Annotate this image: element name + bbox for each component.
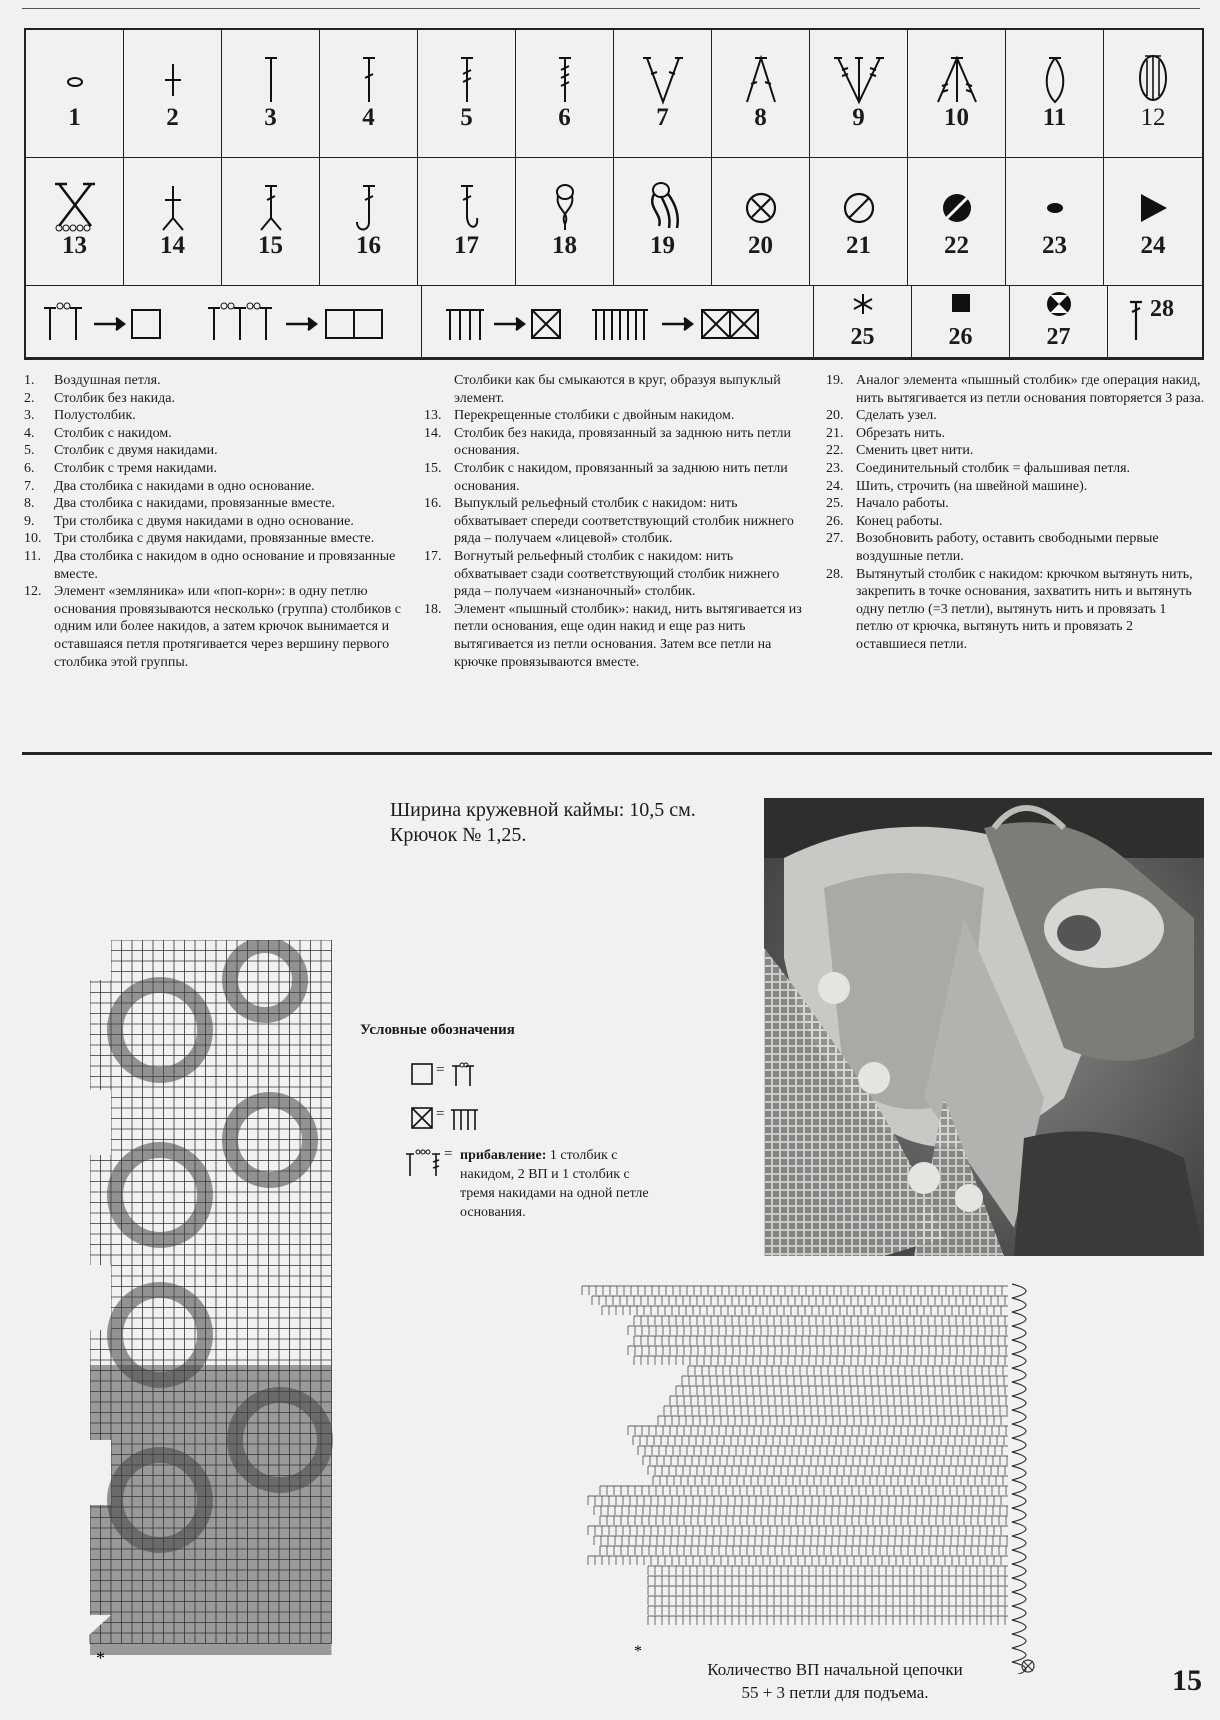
- symbol-number: 21: [846, 232, 871, 259]
- symbol-number: 15: [258, 232, 283, 259]
- start-marker: *: [96, 1648, 105, 1666]
- legend-item-number: 4.: [24, 425, 35, 441]
- legend-item: [24, 372, 404, 390]
- legend-item-number: 8.: [24, 496, 35, 512]
- symbol-cell-28: [1108, 286, 1202, 358]
- legend-item: [24, 442, 404, 460]
- legend-item: [24, 460, 404, 478]
- legend-item: [826, 407, 1206, 425]
- legend-item: [424, 407, 804, 425]
- legend-item-number: 2.: [24, 390, 35, 406]
- equals-sign: =: [444, 1146, 453, 1162]
- symbol-cell-15: [222, 158, 320, 286]
- equals-sign: =: [436, 1106, 445, 1122]
- increase-description: 1 столбик с накидом, 2 ВП и 1 столбик с тремя накидами на одной петле основания.: [460, 1148, 649, 1220]
- symbol-cell-6: [516, 30, 614, 158]
- symbol-cell-18: [516, 158, 614, 286]
- legend-item-number: 16.: [424, 496, 442, 512]
- filet-symbols-cell: [26, 286, 422, 358]
- treble-crochet-icon: [447, 44, 487, 106]
- legend-item: [24, 478, 404, 496]
- open-mesh-conversion-icon: [36, 294, 416, 350]
- increase-key-icon: [404, 1146, 444, 1182]
- symbol-number: 14: [160, 232, 185, 259]
- top-rule: [22, 8, 1200, 9]
- legend-column-3: [826, 372, 1206, 654]
- legend-item-number: 13.: [424, 408, 442, 424]
- legend-item-text: Конец работы.: [856, 513, 943, 529]
- legend-item-number: 14.: [424, 425, 442, 441]
- symbol-number: 25: [850, 324, 875, 350]
- symbol-cell-2: [124, 30, 222, 158]
- page-number: 15: [1172, 1664, 1202, 1697]
- symbol-number: 18: [552, 232, 577, 259]
- legend-item-text: Два столбика с накидом в одно основание и провязанные вместе.: [54, 548, 396, 582]
- legend-item-text: Элемент «пышный столбик»: накид, нить вытягивается из петли основания, еще один накид и еще раз нить вытягивается из петли основания. Затем все петли на крючке провязываются вместе.: [454, 601, 802, 670]
- legend-item-number: 10.: [24, 531, 42, 547]
- legend-item-text: Столбик с накидом.: [54, 425, 172, 441]
- symbol-cell-12: [1104, 30, 1202, 158]
- symbol-cell-13: [26, 158, 124, 286]
- legend-item-text: Выпуклый рельефный столбик с накидом: нить обхватывает спереди соответствующий столбик нижнего ряда – получаем «лицевой» столбик.: [454, 496, 794, 547]
- legend-item: [826, 425, 1206, 443]
- back-post-dc-icon: [447, 172, 487, 234]
- legend-item: [24, 513, 404, 531]
- legend-item-text: Столбик с тремя накидами.: [54, 460, 218, 476]
- symbol-number: 10: [944, 104, 969, 131]
- half-double-crochet-icon: [251, 44, 291, 106]
- filet-lace-chart: [80, 940, 344, 1666]
- legend-item-number: 28.: [826, 566, 844, 582]
- legend-item-number: 15.: [424, 460, 442, 476]
- slip-stitch-icon: [1035, 172, 1075, 234]
- legend-item: [424, 495, 804, 548]
- crossed-stitches-icon: [49, 172, 101, 234]
- symbol-cell-4: [320, 30, 418, 158]
- symbol-table: [24, 28, 1204, 360]
- symbol-number: 20: [748, 232, 773, 259]
- photo-basket-lace-blanket: [764, 798, 1204, 1256]
- legend-item-number: 20.: [826, 408, 844, 424]
- symbol-number: 9: [852, 104, 865, 131]
- legend-item: [24, 548, 404, 583]
- legend-item-number: 18.: [424, 601, 442, 617]
- start-asterisk-icon: [848, 292, 878, 316]
- legend-item-number: 21.: [826, 425, 844, 441]
- sc-back-loop-icon: [153, 172, 193, 234]
- legend-item-text: Аналог элемента «пышный столбик» где операция накид, нить вытягивается из петли основания повторяется 3 раза.: [856, 373, 1205, 406]
- end-square-icon: [946, 292, 976, 316]
- legend-item: [826, 372, 1206, 407]
- motif-ring: [115, 985, 205, 1075]
- legend-item: [24, 495, 404, 513]
- equals-sign: =: [436, 1062, 445, 1078]
- legend-item-number: 12.: [24, 584, 42, 600]
- caption-line-2: 55 + 3 петли для подъема.: [741, 1683, 929, 1702]
- cut-thread-icon: [839, 172, 879, 234]
- symbol-number: 5: [460, 104, 473, 131]
- legend-item: [826, 460, 1206, 478]
- legend-item: [24, 425, 404, 443]
- legend-item-number: 25.: [826, 496, 844, 512]
- legend-item-text: Шить, строчить (на швейной машине).: [856, 478, 1088, 494]
- legend-item-number: 6.: [24, 460, 35, 476]
- legend-item-text: Три столбика с двумя накидами, провязанные вместе.: [54, 531, 375, 547]
- symbol-cell-21: [810, 158, 908, 286]
- symbol-cell-20: [712, 158, 810, 286]
- symbol-cell-24: [1104, 158, 1202, 286]
- symbol-cell-7: [614, 30, 712, 158]
- key-open-mesh: [410, 1060, 490, 1093]
- resume-work-icon: [1044, 290, 1074, 318]
- front-post-dc-icon: [349, 172, 389, 234]
- caption-line-1: Количество ВП начальной цепочки: [707, 1660, 963, 1679]
- legend-item-number: 11.: [24, 548, 41, 564]
- legend-item: [424, 425, 804, 460]
- legend-item-text: Полустолбик.: [54, 408, 136, 424]
- legend-item-number: 24.: [826, 478, 844, 494]
- legend-item-text: Столбик без накида, провязанный за заднюю нить петли основания.: [454, 425, 791, 459]
- symbol-number: 12: [1140, 104, 1166, 131]
- puff-stitch-3x-icon: [641, 172, 685, 234]
- legend-item-number: 1.: [24, 373, 35, 388]
- picot-edge: [1012, 1284, 1026, 1674]
- legend-item: [424, 548, 804, 601]
- symbol-number: 17: [454, 232, 479, 259]
- legend-item-text: Два столбика с накидами, провязанные вместе.: [54, 496, 336, 512]
- symbol-cell-27: [1010, 286, 1108, 358]
- symbol-number: 26: [948, 324, 973, 350]
- increase-term: прибавление:: [460, 1148, 547, 1163]
- symbol-key: [360, 1022, 649, 1220]
- motif-ring: [230, 1100, 310, 1180]
- double-crochet-icon: [349, 44, 389, 106]
- legend-item-text: Вогнутый рельефный столбик с накидом: нить обхватывает сзади соответствующий столбик нижнего ряда – получаем «изнаночный» столбик.: [454, 548, 780, 600]
- pattern-info: [390, 798, 696, 848]
- key-filled-mesh: [410, 1104, 490, 1137]
- legend-item-text: Возобновить работу, оставить свободными первые воздушные петли.: [856, 531, 1159, 564]
- symbol-cell-26: [912, 286, 1010, 358]
- legend-column-1: [24, 372, 404, 671]
- symbol-cell-25: [814, 286, 912, 358]
- symbol-number: 27: [1046, 324, 1071, 350]
- puff-stitch-icon: [545, 172, 585, 234]
- legend-item-number: 5.: [24, 443, 35, 459]
- double-treble-icon: [545, 44, 585, 106]
- symbol-number: 16: [356, 232, 381, 259]
- legend-item: [826, 442, 1206, 460]
- legend-item: [24, 407, 404, 425]
- symbol-number: 24: [1140, 232, 1166, 259]
- symbol-cell-19: [614, 158, 712, 286]
- change-color-icon: [937, 172, 977, 234]
- symbol-cell-16: [320, 158, 418, 286]
- diagram-caption: [600, 1658, 1070, 1704]
- symbol-cell-14: [124, 158, 222, 286]
- filled-mesh-conversion-icon: [430, 294, 810, 350]
- symbol-number: 7: [656, 104, 669, 131]
- symbol-number: 4: [362, 104, 375, 131]
- legend-item-text: Столбик без накида.: [54, 390, 175, 406]
- legend-item-text: Обрезать нить.: [856, 425, 945, 441]
- legend-item-number: 3.: [24, 408, 35, 424]
- symbol-key-title: Условные обозначения: [360, 1022, 515, 1038]
- symbol-number: 3: [264, 104, 277, 131]
- legend-item: [826, 566, 1206, 654]
- legend-item-text: Соединительный столбик = фальшивая петля.: [856, 460, 1131, 476]
- legend-item: [424, 460, 804, 495]
- legend-item-number: [424, 372, 454, 407]
- symbol-cell-5: [418, 30, 516, 158]
- single-crochet-icon: [153, 44, 193, 104]
- symbol-cell-8: [712, 30, 810, 158]
- legend-item: [24, 390, 404, 408]
- legend-item-number: 9.: [24, 513, 35, 529]
- legend-item-number: 7.: [24, 478, 35, 494]
- knot-icon: [741, 172, 781, 234]
- legend-item: [24, 530, 404, 548]
- legend-item-number: 26.: [826, 513, 844, 529]
- symbol-number: 6: [558, 104, 571, 131]
- symbol-number: 1: [68, 104, 81, 131]
- symbol-cell-11: [1006, 30, 1104, 158]
- legend-item: [826, 478, 1206, 496]
- legend-item-number: 22.: [826, 443, 844, 459]
- symbol-cell-23: [1006, 158, 1104, 286]
- legend-item-text: Столбики как бы смыкаются в круг, образуя выпуклый элемент.: [454, 373, 781, 406]
- open-mesh-key-icon: [410, 1060, 490, 1088]
- legend-item-number: 27.: [826, 531, 844, 547]
- legend-item: [826, 495, 1206, 513]
- symbol-cell-17: [418, 158, 516, 286]
- legend-item-number: 17.: [424, 548, 442, 564]
- symbol-number: 8: [754, 104, 767, 131]
- symbol-number: 22: [944, 232, 969, 259]
- legend-item: [24, 583, 404, 671]
- symbol-number: 13: [62, 232, 87, 259]
- symbol-number: 2: [166, 104, 179, 131]
- legend-item: [826, 530, 1206, 565]
- two-dc-together-icon: [737, 44, 785, 106]
- symbol-cell-1: [26, 30, 124, 158]
- legend-item-text: Перекрещенные столбики с двойным накидом.: [454, 408, 735, 424]
- crochet-row-diagram: [568, 1278, 1068, 1674]
- motif-ring: [115, 1150, 205, 1240]
- chain-stitch-icon: [55, 44, 95, 94]
- symbol-number: 11: [1042, 104, 1067, 131]
- legend-item: [424, 372, 804, 407]
- hook-size-line: Крючок № 1,25.: [390, 824, 527, 846]
- filled-mesh-cell: [422, 286, 814, 358]
- filled-mesh-key-icon: [410, 1104, 490, 1132]
- legend-item-number: 19.: [826, 373, 844, 388]
- two-dc-cluster-icon: [1035, 44, 1075, 106]
- legend-item: [424, 601, 804, 671]
- legend-item-text: Столбик с накидом, провязанный за заднюю нить петли основания.: [454, 460, 788, 494]
- legend-item-text: Столбик с двумя накидами.: [54, 443, 218, 459]
- popcorn-stitch-icon: [1133, 44, 1173, 106]
- legend-item: [826, 513, 1206, 531]
- symbol-cell-9: [810, 30, 908, 158]
- stitch-rows: [582, 1286, 1008, 1625]
- legend-column-2: [424, 372, 804, 671]
- symbol-cell-3: [222, 30, 320, 158]
- legend-item-text: Вытянутый столбик с накидом: крючком вытянуть нить, закрепить в точке основания, захватить нить и вытянуть одну петлю (=3 петли), вытянуть нить и провязать 1 петлю от крючка, вытянуть нить и провязать 2 оставшиеся петли.: [856, 566, 1193, 652]
- two-dc-same-base-icon: [639, 44, 687, 106]
- legend-item-text: Сделать узел.: [856, 408, 937, 424]
- three-tr-together-icon: [930, 44, 984, 106]
- legend-item-text: Сменить цвет нити.: [856, 443, 974, 459]
- extended-dc-icon: [1126, 298, 1146, 342]
- legend-item-number: 23.: [826, 460, 844, 476]
- symbol-number: 23: [1042, 232, 1067, 259]
- symbol-cell-22: [908, 158, 1006, 286]
- symbol-cell-10: [908, 30, 1006, 158]
- legend-item-text: Три столбика с двумя накидами в одно основание.: [54, 513, 354, 529]
- legend-item-text: Элемент «земляника» или «поп-корн»: в одну петлю основания провязываются несколько (группа) столбиков с одним или более накидов, а затем крючок вынимается и оставшаяся петля протягивается через вершину первого столбика этой группы.: [54, 584, 401, 670]
- lace-width-line: Ширина кружевной каймы: 10,5 см.: [390, 799, 696, 821]
- sew-triangle-icon: [1133, 172, 1173, 234]
- three-tr-same-base-icon: [832, 44, 886, 106]
- legend-item-text: Начало работы.: [856, 496, 949, 512]
- legend-item-text: Два столбика с накидами в одно основание.: [54, 478, 315, 494]
- start-marker: *: [634, 1643, 642, 1660]
- dc-back-loop-icon: [251, 172, 291, 234]
- legend-item-text: Воздушная петля.: [54, 373, 161, 388]
- symbol-number: 28: [1150, 296, 1174, 322]
- section-divider: [22, 752, 1212, 755]
- symbol-number: 19: [650, 232, 675, 259]
